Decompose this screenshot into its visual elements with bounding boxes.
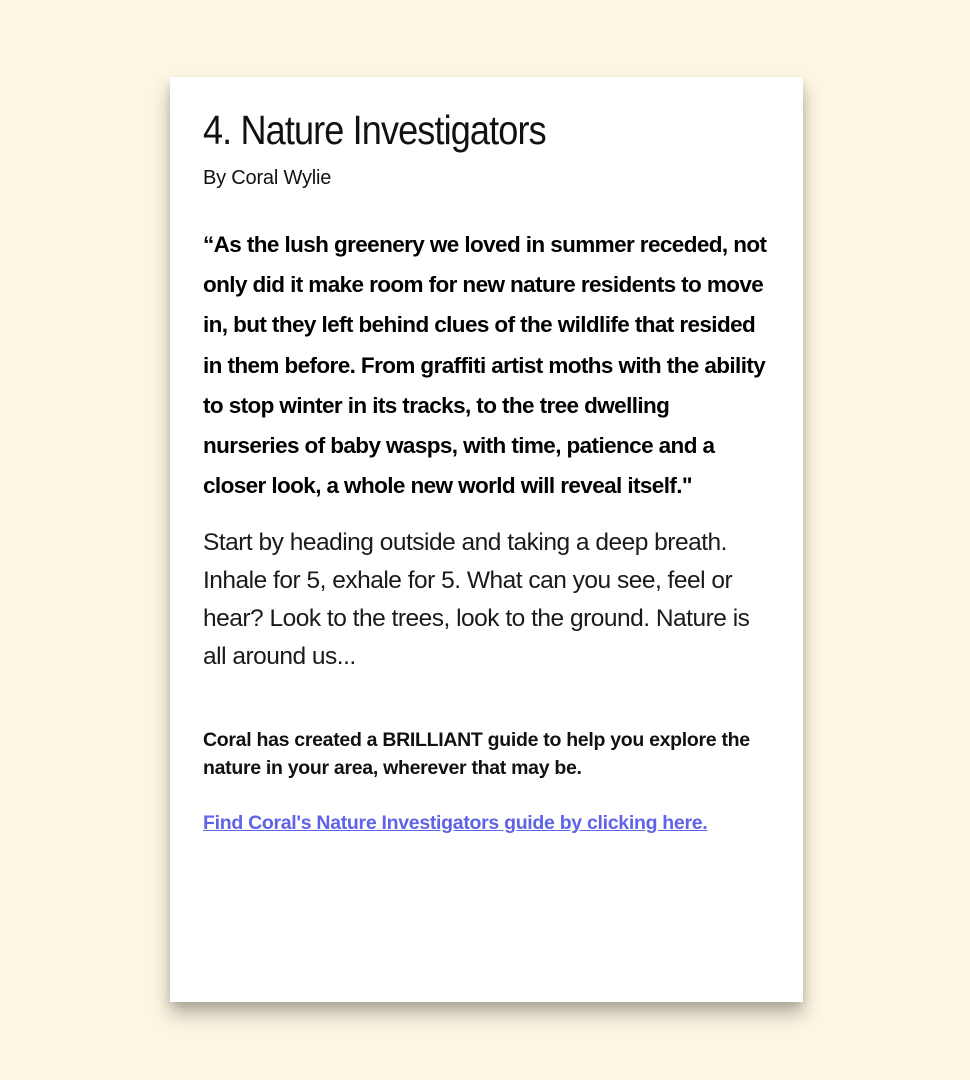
guide-link[interactable]: Find Coral's Nature Investigators guide by clicking here. [203, 811, 708, 834]
article-title: 4. Nature Investigators [203, 107, 546, 153]
article-card [170, 77, 803, 1002]
article-quote: “As the lush greenery we loved in summer receded, not only did it make room for new nature residents to move in, but they left behind clues of the wildlife that resided in them before. From graffiti artist moths with the ability to stop winter in its tracks, to the tree dwelling nurseries of baby wasps, with time, patience and a closer look, a whole new world will reveal itself." [203, 232, 767, 499]
article-byline: By Coral Wylie [203, 167, 332, 189]
article-intro: Start by heading outside and taking a deep breath. Inhale for 5, exhale for 5. What can you see, feel or hear? Look to the trees, look to the ground. Nature is all around us... [203, 529, 750, 670]
guide-note: Coral has created a BRILLIANT guide to help you explore the nature in your area, wherever that may be. [203, 728, 750, 780]
